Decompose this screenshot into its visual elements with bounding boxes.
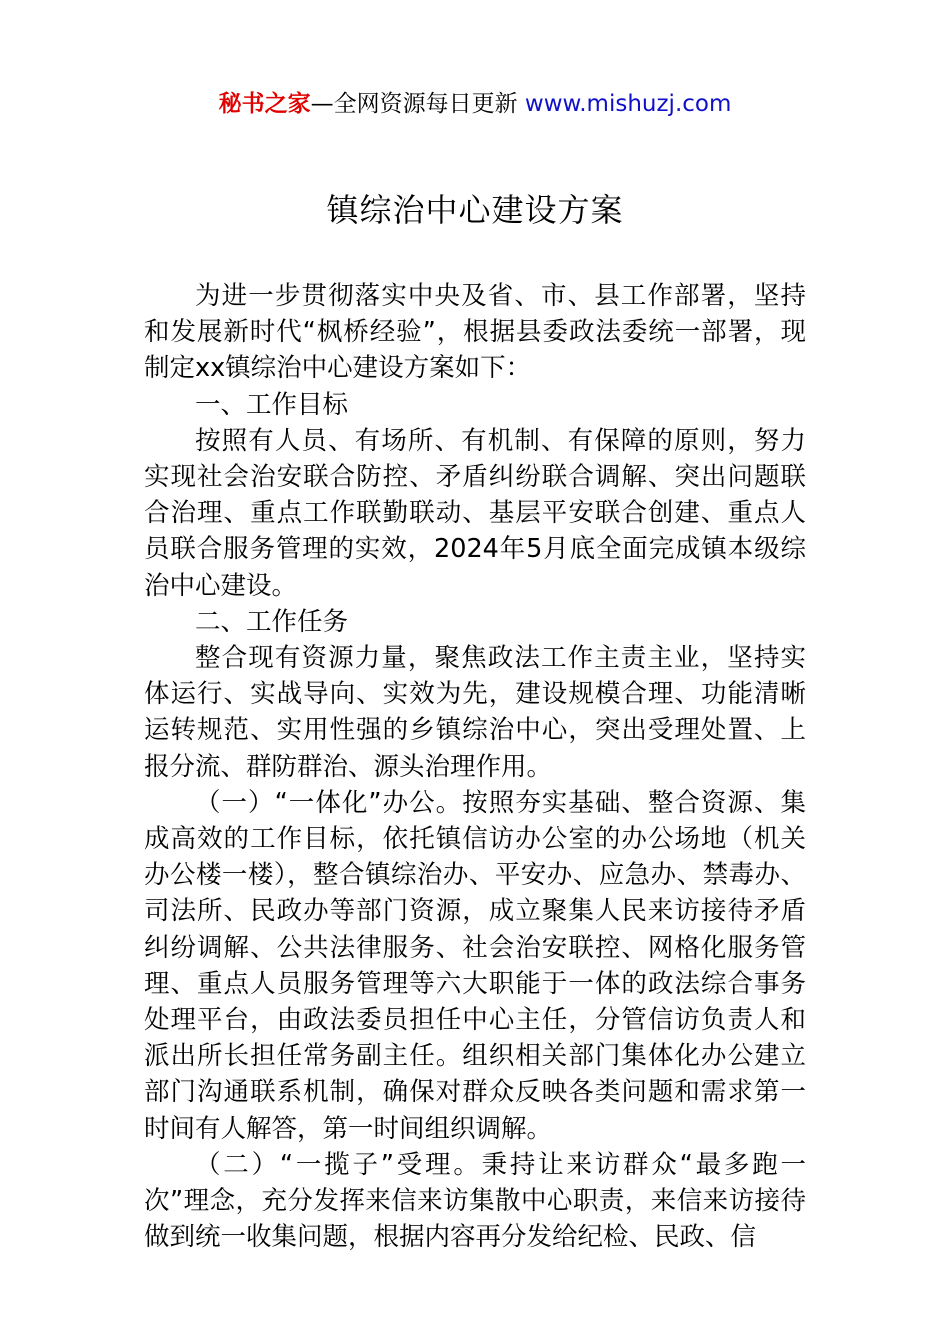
tasks-paragraph: 整合现有资源力量，聚焦政法工作主责主业，坚持实体运行、实战导向、实效为先，建设规模合理、功能清晰运转规范、实用性强的乡镇综治中心，突出受理处置、上报分流、群防群治、源头治理作用。 — [144, 643, 806, 782]
site-header — [0, 88, 950, 120]
section-heading-goals: 一、工作目标 — [195, 389, 349, 420]
section-heading-tasks: 二、工作任务 — [195, 606, 349, 637]
intro-paragraph: 为进一步贯彻落实中央及省、市、县工作部署，坚持和发展新时代“枫桥经验”，根据县委政法委统一部署，现制定xx镇综治中心建设方案如下： — [144, 281, 806, 384]
header-slogan: —全网资源每日更新 — [310, 91, 518, 117]
document-body — [144, 278, 806, 1255]
one-stop-acceptance-paragraph: （二）“一揽子”受理。秉持让来访群众“最多跑一次”理念，充分发挥来信来访集散中心职责，来信来访接待做到统一收集问题，根据内容再分发给纪检、民政、信 — [144, 1149, 806, 1253]
site-url-link[interactable]: www.mishuzj.com — [524, 91, 732, 117]
integrated-office-paragraph: （一）“一体化”办公。按照夯实基础、整合资源、集成高效的工作目标，依托镇信访办公室的办公场地（机关办公楼一楼），整合镇综治办、平安办、应急办、禁毒办、司法所、民政办等部门资源，成立聚集人民来访接待矛盾纠纷调解、公共法律服务、社会治安联控、网格化服务管理、重点人员服务管理等六大职能于一体的政法综合事务处理平台，由政法委员担任中心主任，分管信访负责人和派出所长担任常务副主任。组织相关部门集体化办公建立部门沟通联系机制，确保对群众反映各类问题和需求第一时间有人解答，第一时间组织调解。 — [144, 787, 806, 1144]
document-title: 镇综治中心建设方案 — [326, 191, 624, 229]
brand-name: 秘书之家 — [218, 91, 311, 117]
goals-paragraph: 按照有人员、有场所、有机制、有保障的原则，努力实现社会治安联合防控、矛盾纠纷联合调解、突出问题联合治理、重点工作联勤联动、基层平安联合创建、重点人员联合服务管理的实效，2024年5月底全面完成镇本级综治中心建设。 — [144, 425, 806, 601]
